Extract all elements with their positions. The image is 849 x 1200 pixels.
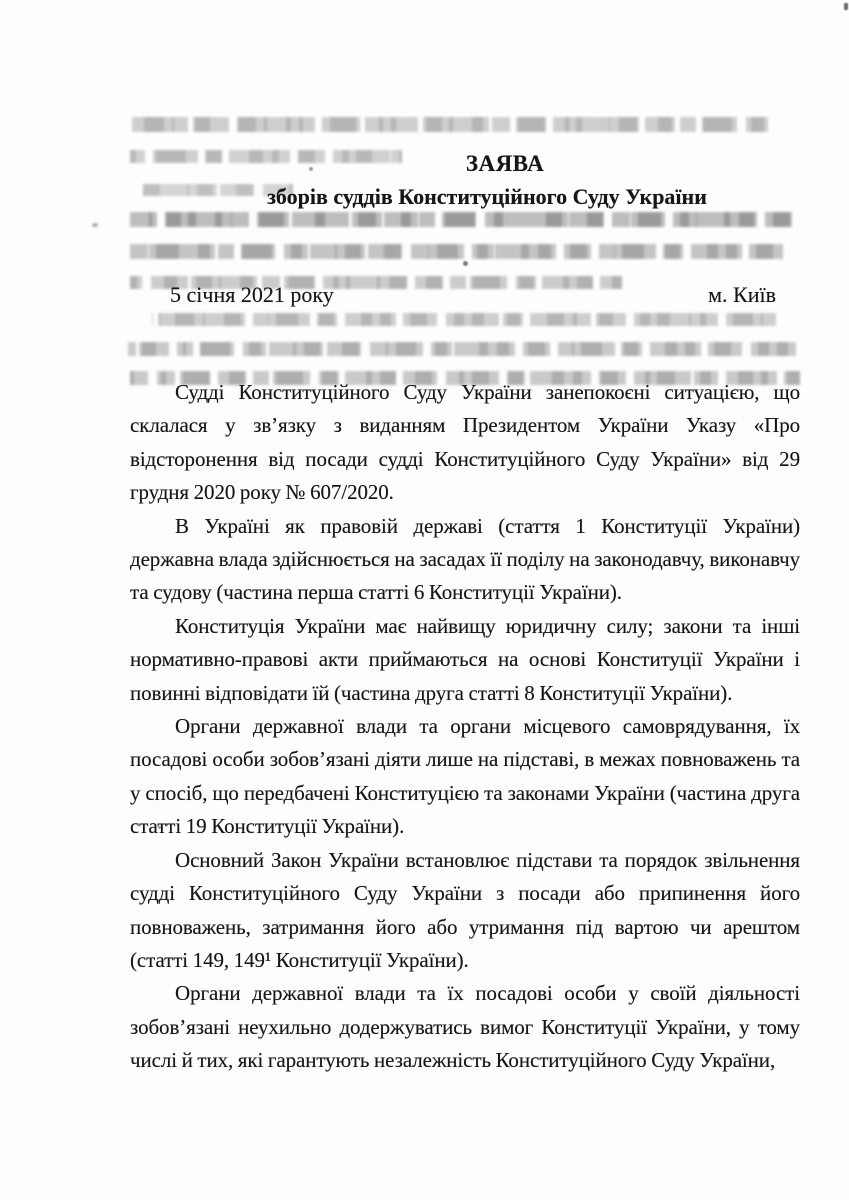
bleed-through-text-line [130, 117, 770, 132]
document-date: 5 січня 2021 року [170, 282, 334, 307]
date-place-row [130, 282, 800, 308]
document-body [130, 376, 800, 1078]
paragraph: Органи державної влади та їх посадові особи у своїй діяльності зобов’язані неухильно додержуватись вимог Конституції України, у тому числі й тих, які гарантують незалежність Конституційного Суду України, [130, 981, 800, 1073]
paragraph: Основний Закон України встановлює підстави та порядок звільнення судді Конституційного Суду України з посади або припинення його повноважень, затримання його або утримання під вартою чи арештом (статті 149, 149¹ Конституції України). [130, 847, 800, 972]
document-subtitle: зборів суддів Конституційного Суду України [267, 184, 707, 209]
document-place: м. Київ [708, 282, 776, 307]
bleed-through-text-line [130, 244, 792, 259]
bleed-through-text-line [130, 212, 798, 227]
paragraph: Судді Конституційного Суду України занепокоєні ситуацією, що склалася у зв’язку з виданням Президентом України Указу «Про відсторонення від посади судді Конституційного Суду України» від 29 грудня 2020 року № 607/2020. [130, 380, 800, 505]
document-title: ЗАЯВА [465, 151, 545, 176]
paragraph: Конституція України має найвищу юридичну силу; закони та інші нормативно-правові акти приймаються на основі Конституції України і повинні відповідати їй (частина друга статті 8 Конституції України). [130, 613, 800, 705]
scan-speck [92, 223, 98, 227]
paragraph: Органи державної влади та органи місцевого самоврядування, їх посадові особи зобов’язані діяти лише на підставі, в межах повноважень та у спосіб, що передбачені Конституцією та законами України (частина друга статті 19 Конституції України). [130, 714, 800, 839]
scan-speck [463, 261, 468, 266]
bleed-through-text-line [152, 313, 776, 326]
paragraph: В Україні як правовій державі (стаття 1 Конституції України) державна влада здійснюється на засадах її поділу на законодавчу, виконавчу та судову (частина перша статті 6 Конституції України). [130, 513, 800, 605]
bleed-through-text-line [128, 342, 796, 356]
scan-speck [844, 3, 848, 10]
